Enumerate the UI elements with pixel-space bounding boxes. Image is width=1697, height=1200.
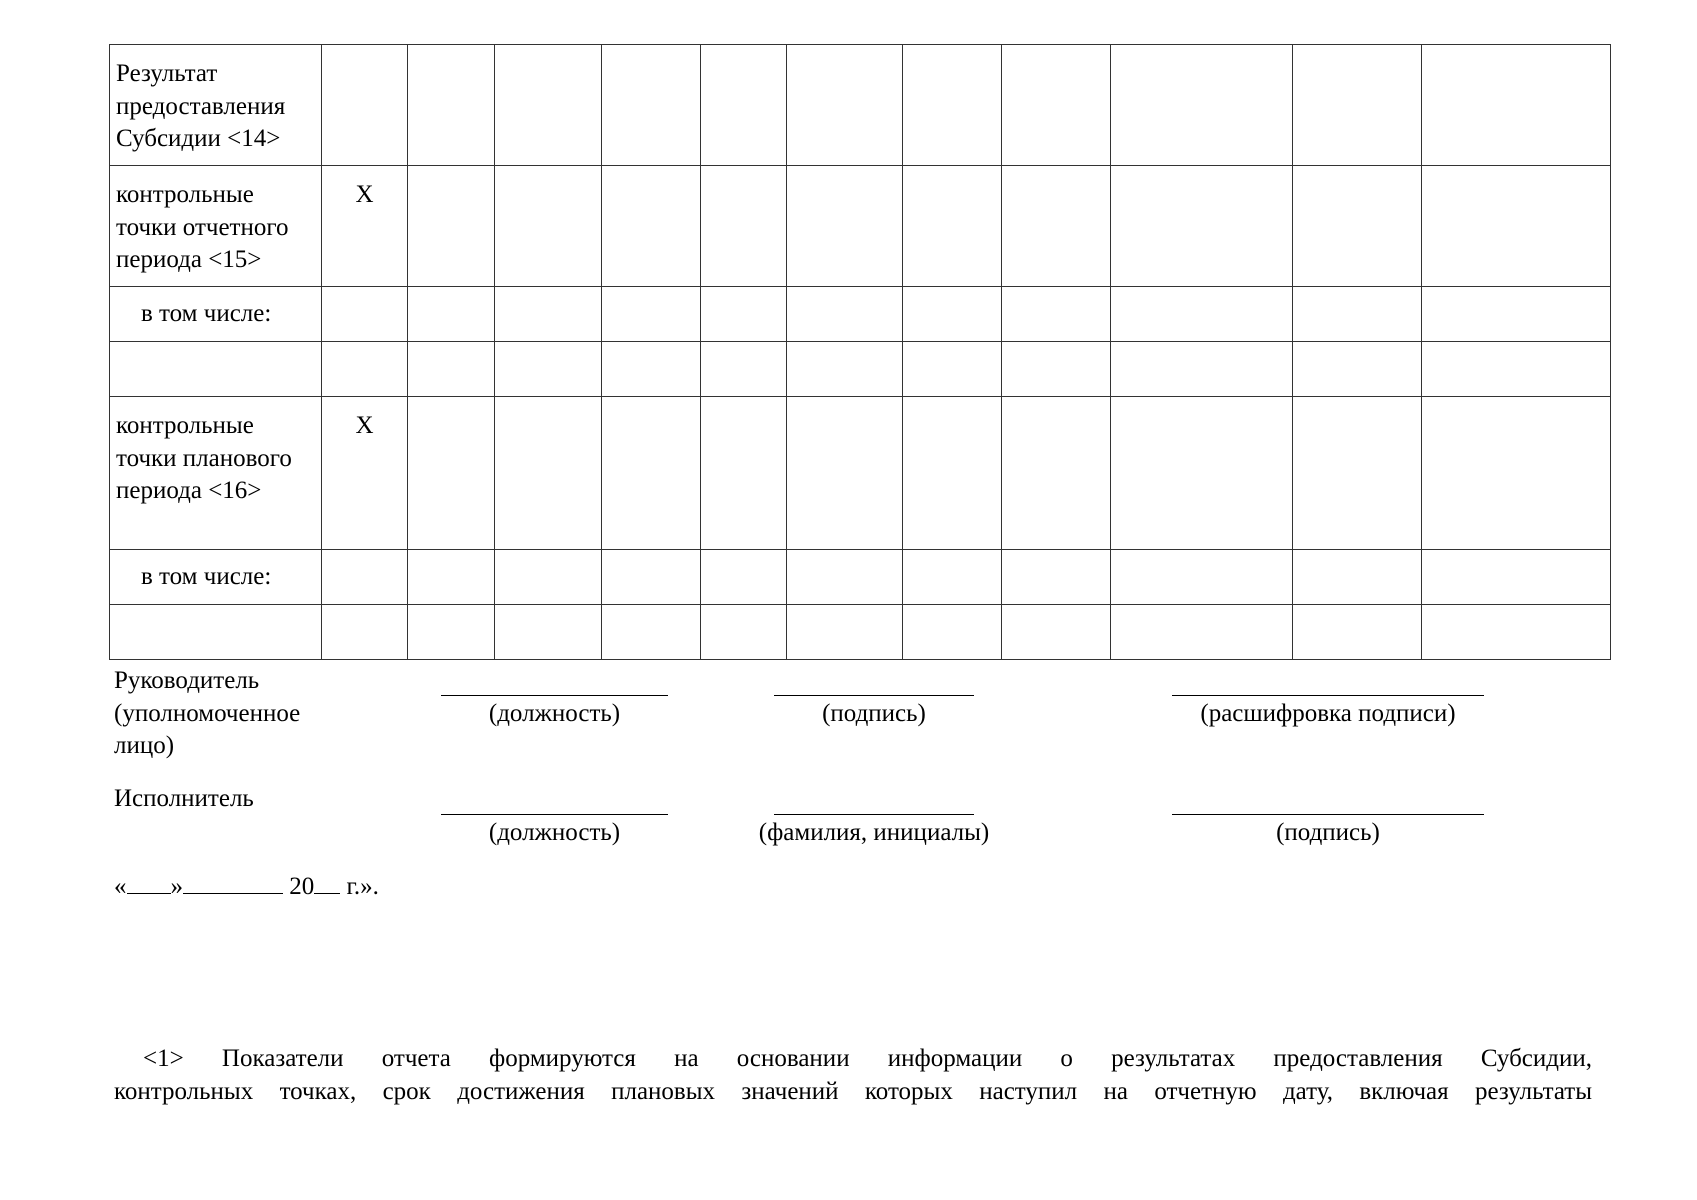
table-cell xyxy=(408,397,495,550)
row-mark-cell: X xyxy=(322,397,408,550)
executor-position-line xyxy=(441,814,668,815)
row-mark-cell xyxy=(322,287,408,342)
table-cell xyxy=(408,166,495,287)
table-cell xyxy=(1111,166,1293,287)
row-label-cell: контрольные точки планового периода <16> xyxy=(110,397,322,550)
head-position-caption: (должность) xyxy=(488,700,621,727)
day-blank xyxy=(127,869,171,894)
table-cell xyxy=(602,605,701,660)
table-cell xyxy=(701,166,787,287)
table-cell xyxy=(602,287,701,342)
table-cell xyxy=(1422,342,1611,397)
table-row xyxy=(110,397,1611,550)
table-cell xyxy=(1002,397,1111,550)
table-cell xyxy=(1422,166,1611,287)
table-cell xyxy=(701,397,787,550)
executor-signature-caption: (подпись) xyxy=(1276,819,1380,846)
table-cell xyxy=(1293,287,1422,342)
table-cell xyxy=(1002,342,1111,397)
table-cell xyxy=(903,45,1002,166)
head-position-line xyxy=(441,695,668,696)
table-row xyxy=(110,550,1611,605)
head-label xyxy=(114,665,354,763)
head-decode-line xyxy=(1172,695,1484,696)
date-close-quote: » xyxy=(170,873,183,900)
table-cell xyxy=(1111,287,1293,342)
table-cell xyxy=(1002,287,1111,342)
table-cell xyxy=(1293,45,1422,166)
row-mark-cell xyxy=(322,550,408,605)
table-cell xyxy=(787,287,903,342)
table-cell xyxy=(495,166,602,287)
table-cell xyxy=(1111,397,1293,550)
head-signature-line xyxy=(774,695,974,696)
table-cell xyxy=(602,45,701,166)
table-cell xyxy=(701,342,787,397)
table-cell xyxy=(495,550,602,605)
row-mark-cell: X xyxy=(322,166,408,287)
table-cell xyxy=(701,550,787,605)
row-label-cell: Результат предоставления Субсидии <14> xyxy=(110,45,322,166)
table-cell xyxy=(1422,287,1611,342)
table-row xyxy=(110,605,1611,660)
table-cell xyxy=(1293,605,1422,660)
table-cell xyxy=(903,397,1002,550)
year-prefix: 20 xyxy=(289,873,315,900)
table-cell xyxy=(1293,342,1422,397)
table-cell xyxy=(787,550,903,605)
table-cell xyxy=(602,342,701,397)
table-cell xyxy=(1422,550,1611,605)
table-cell xyxy=(408,550,495,605)
table-row xyxy=(110,45,1611,166)
table-cell xyxy=(495,45,602,166)
row-mark-cell xyxy=(322,45,408,166)
table-row xyxy=(110,287,1611,342)
table-cell xyxy=(787,342,903,397)
table-cell xyxy=(1111,550,1293,605)
head-decode-caption: (расшифровка подписи) xyxy=(1200,700,1456,727)
table-row xyxy=(110,166,1611,287)
table-cell xyxy=(1293,166,1422,287)
executor-name-line xyxy=(774,814,974,815)
head-signature-caption: (подпись) xyxy=(822,700,926,727)
row-label-cell xyxy=(110,605,322,660)
table-cell xyxy=(495,605,602,660)
row-label-cell: в том числе: xyxy=(110,287,322,342)
table-cell xyxy=(1002,605,1111,660)
table-cell xyxy=(903,342,1002,397)
table-cell xyxy=(1422,45,1611,166)
executor-name-caption: (фамилия, инициалы) xyxy=(758,819,990,846)
table-row xyxy=(110,342,1611,397)
table-cell xyxy=(903,166,1002,287)
date-open-quote: « xyxy=(114,873,127,900)
executor-label-text: Исполнитель xyxy=(114,785,254,812)
footnote-line-1: <1> Показатели отчета формируются на основании информации о результатах предоставления Субсидии, xyxy=(143,1045,1592,1072)
table-cell xyxy=(408,45,495,166)
executor-label xyxy=(114,783,354,816)
row-label-cell: в том числе: xyxy=(110,550,322,605)
executor-position-caption: (должность) xyxy=(488,819,621,846)
year-blank xyxy=(314,869,340,894)
table-cell xyxy=(701,605,787,660)
table-cell xyxy=(1422,605,1611,660)
table-cell xyxy=(495,287,602,342)
table-cell xyxy=(1002,45,1111,166)
row-mark-cell xyxy=(322,342,408,397)
table-cell xyxy=(903,605,1002,660)
month-blank xyxy=(183,869,283,894)
table-cell xyxy=(903,287,1002,342)
table-cell xyxy=(1111,342,1293,397)
table-cell xyxy=(408,605,495,660)
date-suffix: г.». xyxy=(346,873,379,900)
table-cell xyxy=(1002,166,1111,287)
head-label-text: Руководитель (уполномоченное лицо) xyxy=(114,667,301,759)
results-table xyxy=(109,44,1611,660)
date-line xyxy=(114,869,379,904)
table-cell xyxy=(495,342,602,397)
table-cell xyxy=(787,397,903,550)
table-cell xyxy=(903,550,1002,605)
table-cell xyxy=(1422,397,1611,550)
table-cell xyxy=(1111,605,1293,660)
footnote-line-2: контрольных точках, срок достижения плановых значений которых наступил на отчетную дату, включая результаты xyxy=(114,1078,1592,1105)
table-cell xyxy=(701,287,787,342)
table-cell xyxy=(602,397,701,550)
table-cell xyxy=(602,550,701,605)
table-cell xyxy=(787,45,903,166)
table-cell xyxy=(701,45,787,166)
table-cell xyxy=(787,166,903,287)
table-cell xyxy=(408,287,495,342)
table-cell xyxy=(1293,550,1422,605)
table-cell xyxy=(1293,397,1422,550)
executor-signature-line xyxy=(1172,814,1484,815)
table-cell xyxy=(1002,550,1111,605)
row-label-cell xyxy=(110,342,322,397)
row-mark-cell xyxy=(322,605,408,660)
table-cell xyxy=(495,397,602,550)
table-cell xyxy=(1111,45,1293,166)
footnote xyxy=(114,1042,1592,1108)
table-cell xyxy=(787,605,903,660)
table-cell xyxy=(408,342,495,397)
row-label-cell: контрольные точки отчетного периода <15> xyxy=(110,166,322,287)
table-cell xyxy=(602,166,701,287)
